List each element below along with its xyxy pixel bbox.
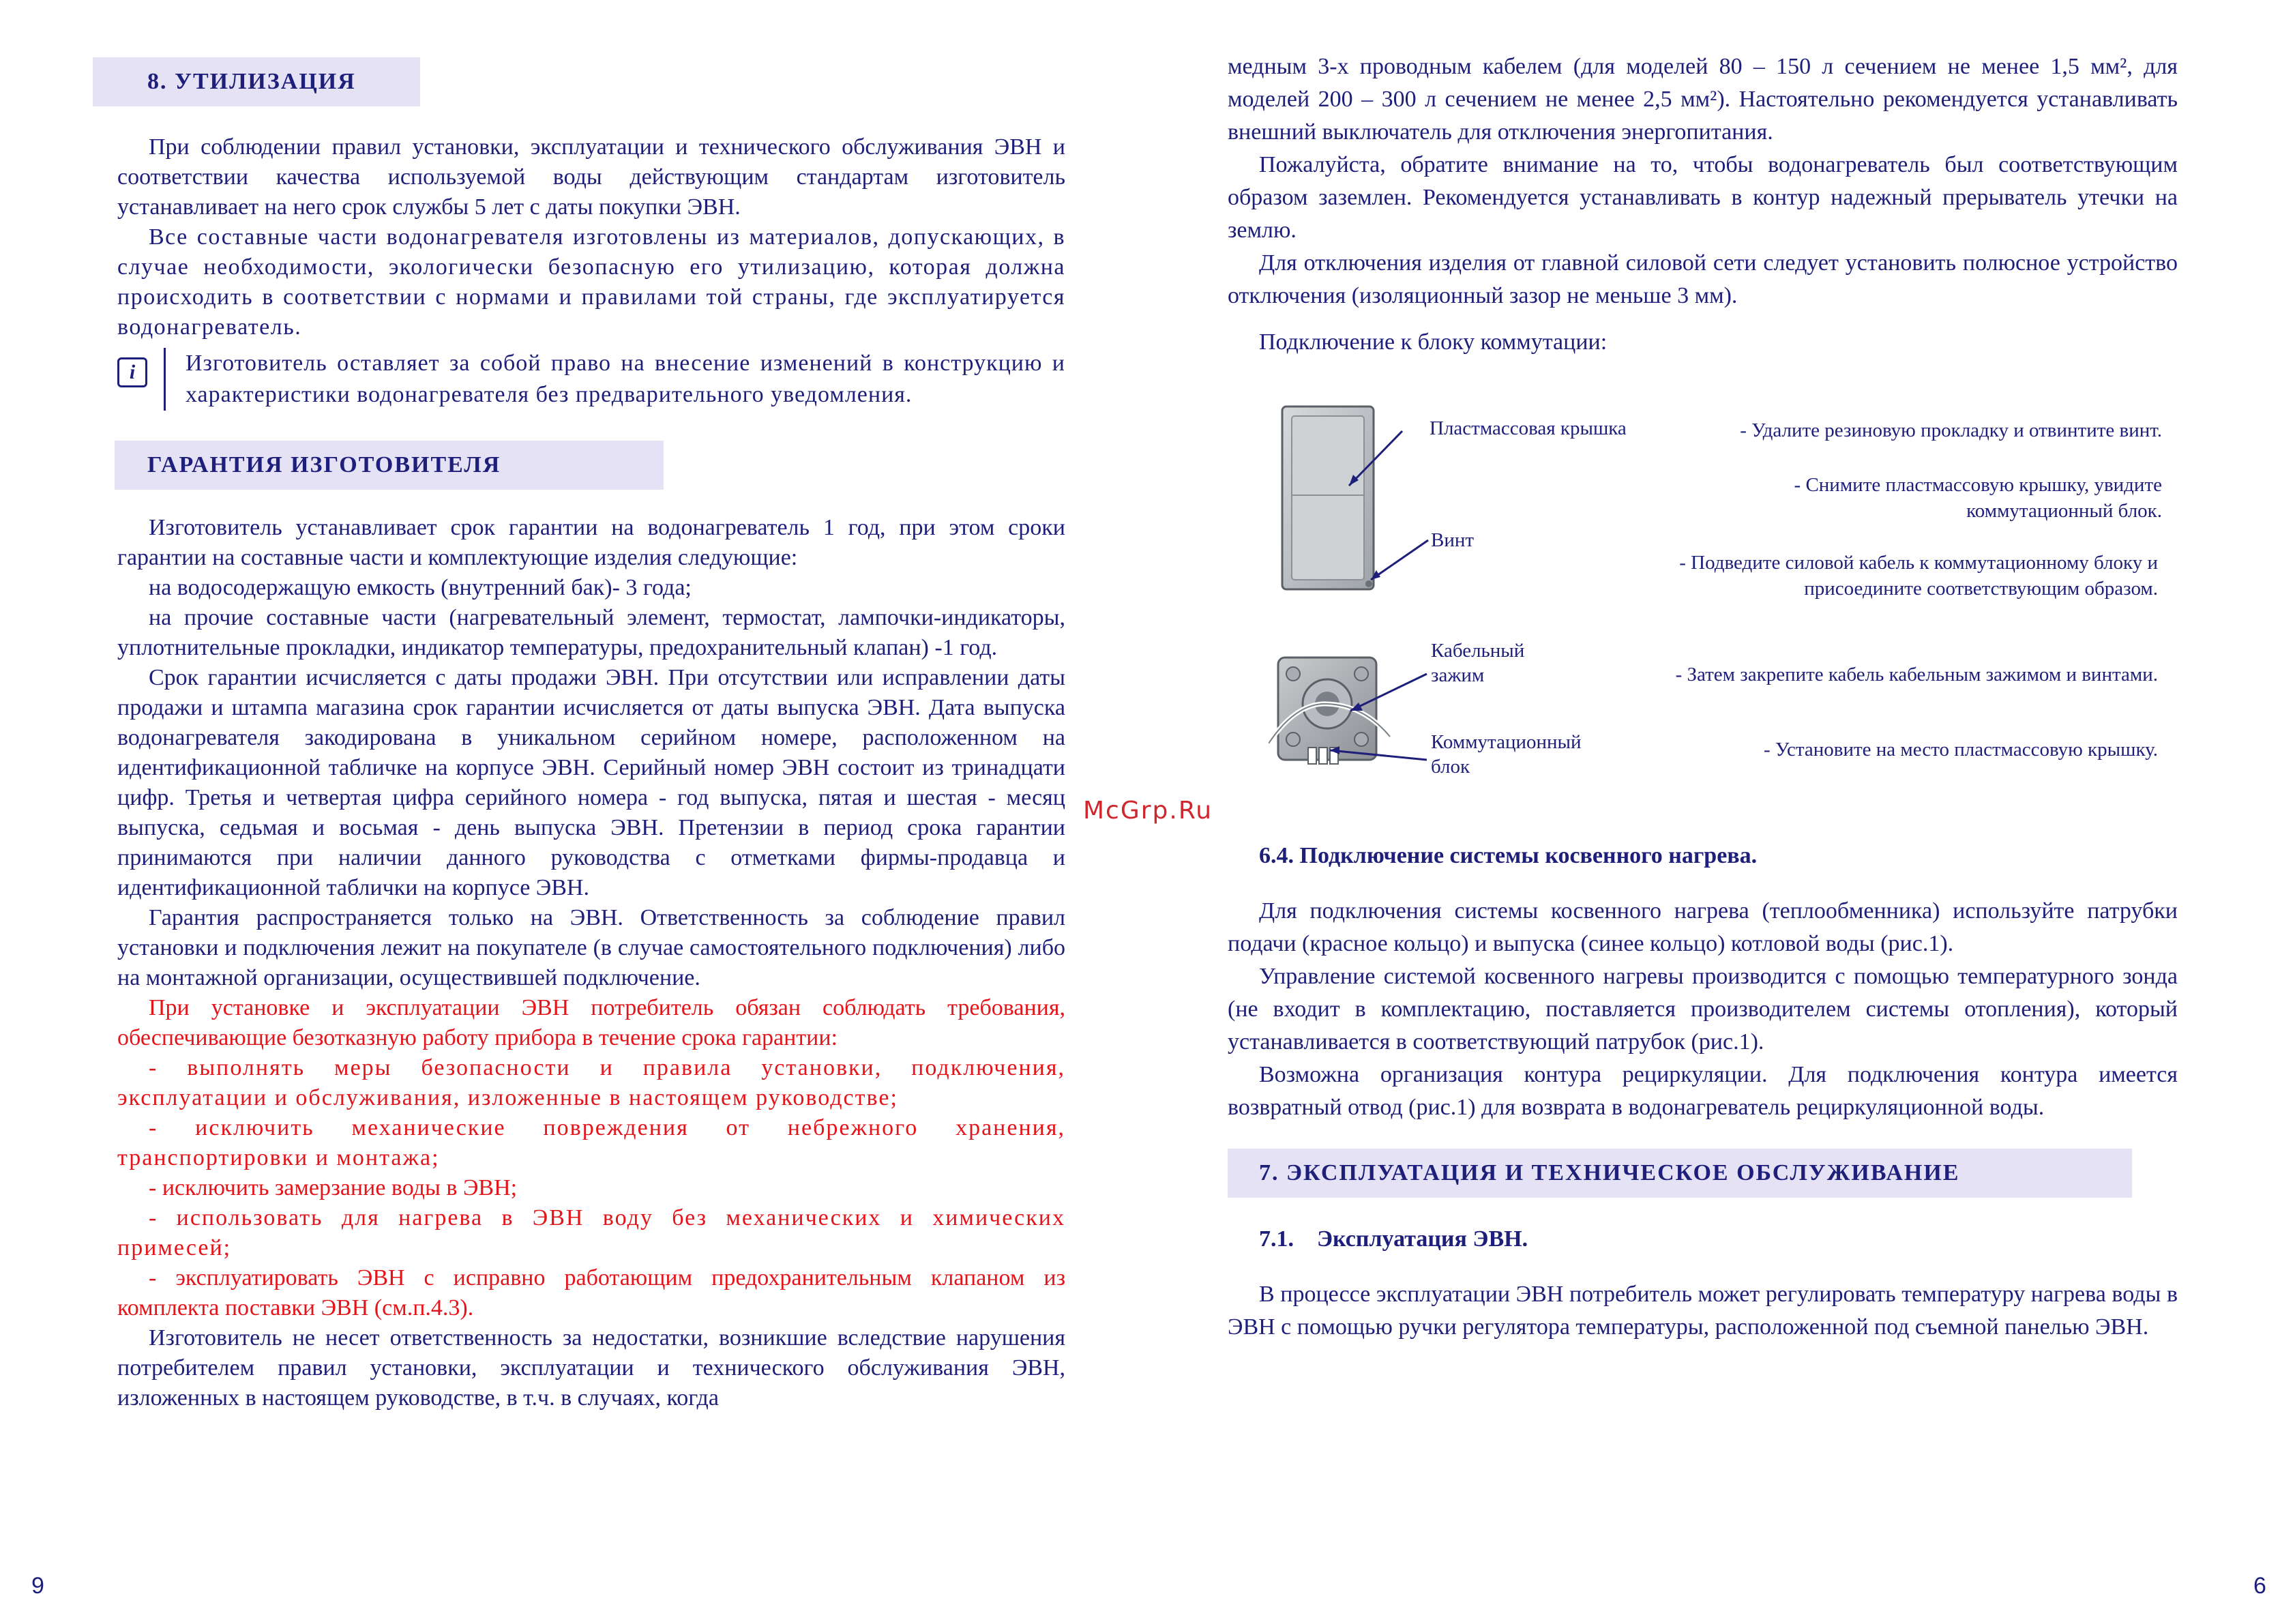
- right-page: [1228, 50, 2178, 359]
- step-4: - Затем закрепите кабель кабельным зажимом и винтами.: [1675, 664, 2158, 685]
- plastic-cover-image: [1282, 407, 1374, 589]
- warranty-paragraph-4: Срок гарантии исчисляется с даты продажи ЭВН. При отсутствии или исправлении даты продажи и штампа магазина срок гарантии исчисляется от даты выпуска ЭВН. Дата выпуска водонагревателя закодирована в уникальном серийном номере, расположенном на идентификационной табличке на корпусе ЭВН. Серийный номер ЭВН состоит из тринадцати цифр. Третья и четвертая цифра серийного номера - год выпуска, пятая и шестая - месяц выпуска, седьмая и восьмая - день выпуска ЭВН. Претензии в период срока гарантии принимаются при наличии данного руководства с отметками фирмы-продавца и идентификационной таблички на корпусе ЭВН.: [117, 665, 1065, 900]
- indirect-heating-paragraph-3: Возможна организация контура рециркуляции. Для подключения контура имеется возвратный отвод (рис.1) для возврата в водонагреватель рециркуляционной воды.: [1228, 1062, 2178, 1120]
- section-8-heading: 8. УТИЛИЗАЦИЯ: [93, 57, 420, 106]
- disconnect-paragraph: Для отключения изделия от главной силовой сети следует установить полюсное устройство отключения (изоляционный зазор не меньше 3 мм).: [1228, 250, 2178, 308]
- label-terminal-block: Коммутационный блок: [1431, 731, 1582, 778]
- arrow-screw: [1371, 540, 1428, 580]
- info-note: [117, 348, 1065, 411]
- label-plastic-cover: Пластмассовая крышка: [1430, 417, 1627, 439]
- requirement-item-3: - исключить замерзание воды в ЭВН;: [149, 1175, 518, 1200]
- label-screw: Винт: [1431, 529, 1475, 551]
- terminal-block-image: [1269, 658, 1390, 764]
- warranty-paragraph-5: Гарантия распространяется только на ЭВН. Ответственность за соблюдение правил установки и подключения лежит на покупателе (в случае самостоятельного подключения) либо на монтажной организации, осуществившей подключение.: [117, 905, 1065, 990]
- switching-block-diagram: [1269, 396, 2182, 791]
- label-cable-clamp: Кабельный зажим: [1431, 640, 1525, 686]
- info-icon: i: [117, 357, 147, 387]
- utilization-paragraph-1: При соблюдении правил установки, эксплуатации и технического обслуживания ЭВН и соответствии качества используемой воды действующим стандартам изготовитель устанавливает на него срок службы 5 лет с даты покупки ЭВН.: [117, 134, 1065, 220]
- warranty-heading: ГАРАНТИЯ ИЗГОТОВИТЕЛЯ: [115, 441, 664, 490]
- switching-block-intro: Подключение к блоку коммутации:: [1259, 329, 1608, 355]
- indirect-heating-paragraph-2: Управление системой косвенного нагревы производится с помощью температурного зонда (не входит в комплектацию, поставляется производителем системы отопления), который устанавливается в соответствующий патрубок (рис.1).: [1228, 964, 2178, 1054]
- warranty-paragraph-6: Изготовитель не несет ответственность за недостатки, возникшие вследствие нарушения потребителем правил установки, эксплуатации и технического обслуживания ЭВН, изложенных в настоящем руководстве, в т.ч. в случаях, когда: [117, 1325, 1065, 1411]
- warranty-paragraph-3: на прочие составные части (нагревательный элемент, термостат, лампочки-индикаторы, уплотнительные прокладки, индикатор температуры, предохранительный клапан) -1 год.: [117, 605, 1065, 660]
- section-7-1-heading: 7.1. Эксплуатация ЭВН.: [1259, 1226, 1528, 1252]
- utilization-paragraph-2: Все составные части водонагревателя изготовлены из материалов, допускающих, в случае необходимости, экологически безопасную его утилизацию, которая должна происходить в соответствии с нормами и правилами той страны, где эксплуатируется водонагреватель.: [117, 224, 1065, 340]
- warranty-paragraph-1: Изготовитель устанавливает срок гарантии на водонагреватель 1 год, при этом сроки гарантии на составные части и комплектующие изделия следующие:: [117, 515, 1065, 570]
- page-number-right: 6: [2253, 1573, 2266, 1599]
- left-page: [117, 57, 1065, 1413]
- requirement-item-2: - исключить механические повреждения от небрежного хранения, транспортировки и монтажа;: [117, 1115, 1065, 1170]
- requirement-item-1: - выполнять меры безопасности и правила установки, подключения, эксплуатации и обслуживания, изложенные в настоящем руководстве;: [117, 1055, 1065, 1110]
- requirement-item-5: - эксплуатировать ЭВН с исправно работающим предохранительным клапаном из комплекта поставки ЭВН (см.п.4.3).: [117, 1265, 1065, 1320]
- note-divider: [164, 348, 166, 411]
- step-2: - Снимите пластмассовую крышку, увидите коммутационный блок.: [1794, 474, 2162, 522]
- page-number-left: 9: [31, 1573, 44, 1599]
- requirement-item-4: - использовать для нагрева в ЭВН воду без механических и химических примесей;: [117, 1205, 1065, 1260]
- indirect-heating-paragraph-1: Для подключения системы косвенного нагрева (теплообменника) используйте патрубки подачи (красное кольцо) и выпуска (синее кольцо) котловой воды (рис.1).: [1228, 898, 2178, 956]
- warranty-paragraph-2: на водосодержащую емкость (внутренний бак)- 3 года;: [149, 575, 692, 600]
- warranty-requirements: При установке и эксплуатации ЭВН потребитель обязан соблюдать требования, обеспечивающие безотказную работу прибора в течение срока гарантии:: [117, 995, 1065, 1050]
- grounding-paragraph: Пожалуйста, обратите внимание на то, чтобы водонагреватель был соответствующим образом заземлен. Рекомендуется устанавливать в контур надежный прерыватель утечки на землю.: [1228, 152, 2178, 243]
- operation-paragraph: В процессе эксплуатации ЭВН потребитель может регулировать температуру нагрева воды в ЭВН с помощью ручки регулятора температуры, расположенной под съемной панелью ЭВН.: [1228, 1282, 2178, 1340]
- step-3: - Подведите силовой кабель к коммутационному блоку и присоедините соответствующим образом.: [1679, 552, 2158, 600]
- right-page-lower: [1228, 843, 2178, 1344]
- note-text: Изготовитель оставляет за собой право на внесение изменений в конструкцию и характеристики водонагревателя без предварительного уведомления.: [186, 351, 1065, 407]
- section-7-heading: 7. ЭКСПЛУАТАЦИЯ И ТЕХНИЧЕСКОЕ ОБСЛУЖИВАНИЕ: [1228, 1149, 2132, 1198]
- cable-paragraph: медным 3-х проводным кабелем (для моделей 80 – 150 л сечением не менее 1,5 мм², для моделей 200 – 300 л сечением не менее 2,5 мм²). Настоятельно рекомендуется устанавливать внешний выключатель для отключения энергопитания.: [1228, 54, 2178, 145]
- step-5: - Установите на место пластмассовую крышку.: [1764, 739, 2158, 761]
- step-1: - Удалите резиновую прокладку и отвинтите винт.: [1740, 419, 2162, 441]
- watermark: McGrp.Ru: [1083, 797, 1213, 825]
- section-6-4-heading: 6.4. Подключение системы косвенного нагрева.: [1259, 843, 1758, 868]
